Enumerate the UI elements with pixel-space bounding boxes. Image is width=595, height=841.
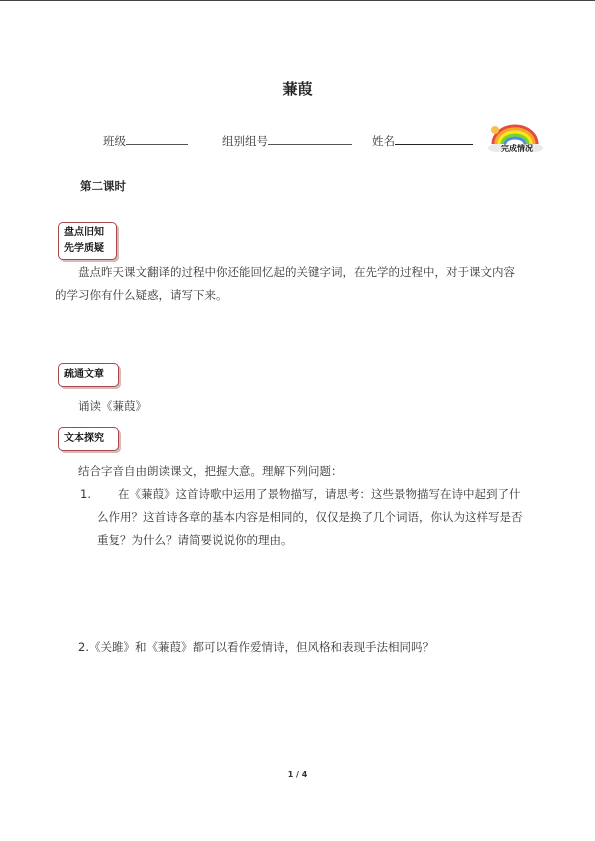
section-label-exploration [58,427,119,451]
section2-text: 诵读《蒹葭》 [78,399,147,413]
group-blank[interactable] [268,133,352,145]
section1-text-line1: 盘点昨天课文翻译的过程中你还能回忆起的关键字词，在先学的过程中，对于课文内容 [78,265,515,279]
top-border [0,0,595,1]
question1-number: 1. [80,487,91,501]
question1-line2: 么作用？这首诗各章的基本内容是相同的，仅仅是换了几个词语，你认为这样写是否 [97,510,523,524]
badge-logo-text: 完成情况 [501,144,533,153]
question2: 2.《关雎》和《蒹葭》都可以看作爱情诗，但风格和表现手法相同吗？ [78,640,434,654]
lesson-heading: 第二课时 [80,179,126,193]
section-label-exploration-text: 文本探究 [64,433,104,444]
section-label-review [58,222,117,260]
page-number: 1 / 4 [287,770,308,779]
section3-intro: 结合字音自由朗读课文，把握大意。理解下列问题： [78,464,343,478]
name-label: 姓名 [372,134,395,148]
group-label: 组别组号 [222,134,268,148]
class-label: 班级 [103,134,126,148]
section-label-reading [58,363,119,387]
completion-badge-logo [487,120,549,156]
section-label-review-line1: 盘点旧知 [64,227,104,238]
question1-line1: 在《蒹葭》这首诗歌中运用了景物描写，请思考：这些景物描写在诗中起到了什 [118,487,521,501]
page-title: 蒹葭 [282,80,313,98]
section-label-review-line2: 先学质疑 [64,243,104,254]
class-blank[interactable] [126,133,188,145]
section-label-reading-text: 疏通文章 [64,369,104,380]
class-field [103,133,188,149]
name-field [372,133,473,149]
name-blank[interactable] [395,133,473,145]
question1-line3: 重复？为什么？请简要说说你的理由。 [97,533,293,547]
group-field [222,133,352,149]
section1-text-line2: 的学习你有什么疑惑，请写下来。 [55,288,228,302]
